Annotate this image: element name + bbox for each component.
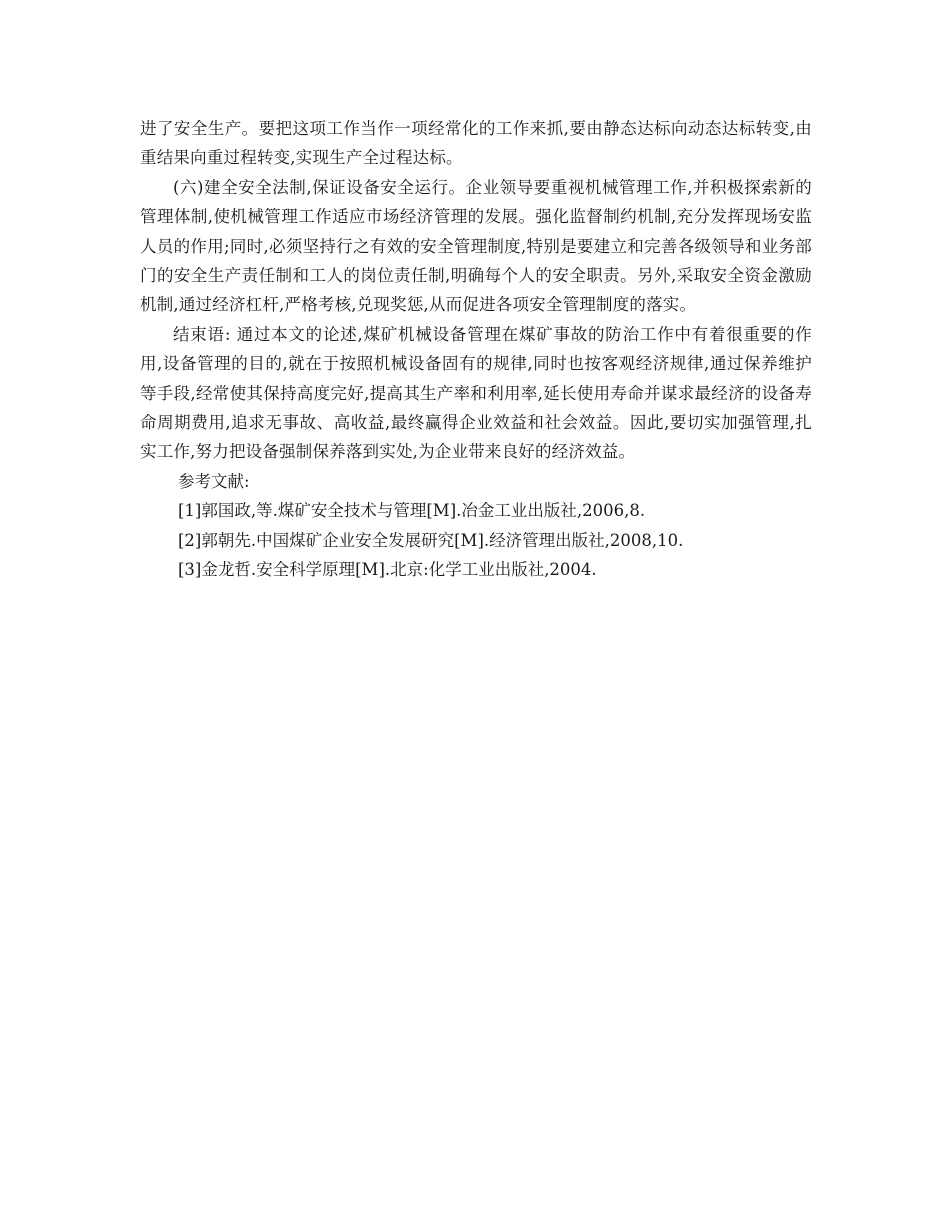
references-heading: 参考文献: (178, 471, 250, 491)
document-body (140, 114, 812, 585)
paragraph-conclusion: 结束语: 通过本文的论述,煤矿机械设备管理在煤矿事故的防治工作中有着很重要的作用,设备管理的目的,就在于按照机械设备固有的规律,同时也按客观经济规律,通过保养维护等手段,经常使其保持高度完好,提高其生产率和利用率,延长使用寿命并谋求最经济的设备寿命周期费用,追求无事故、高收益,最终赢得企业效益和社会效益。因此,要切实加强管理,扎实工作,努力把设备强制保养落到实处,为企业带来良好的经济效益。 (140, 324, 812, 462)
references-list (140, 496, 812, 584)
paragraph-section-six: (六)建全安全法制,保证设备安全运行。企业领导要重视机械管理工作,并积极探索新的管理体制,使机械管理工作适应市场经济管理的发展。强化监督制约机制,充分发挥现场安监人员的作用;同时,必须坚持行之有效的安全管理制度,特别是要建立和完善各级领导和业务部门的安全生产责任制和工人的岗位责任制,明确每个人的安全职责。另外,采取安全资金激励机制,通过经济杠杆,严格考核,兑现奖惩,从而促进各项安全管理制度的落实。 (140, 177, 812, 315)
reference-item: [2]郭朝先.中国煤矿企业安全发展研究[M].经济管理出版社,2008,10. (178, 530, 684, 550)
reference-item: [3]金龙哲.安全科学原理[M].北京:化学工业出版社,2004. (178, 560, 597, 580)
paragraph-continuation: 进了安全生产。要把这项工作当作一项经常化的工作来抓,要由静态达标向动态达标转变,由重结果向重过程转变,实现生产全过程达标。 (140, 119, 812, 168)
reference-item: [1]郭国政,等.煤矿安全技术与管理[M].冶金工业出版社,2006,8. (178, 501, 646, 521)
